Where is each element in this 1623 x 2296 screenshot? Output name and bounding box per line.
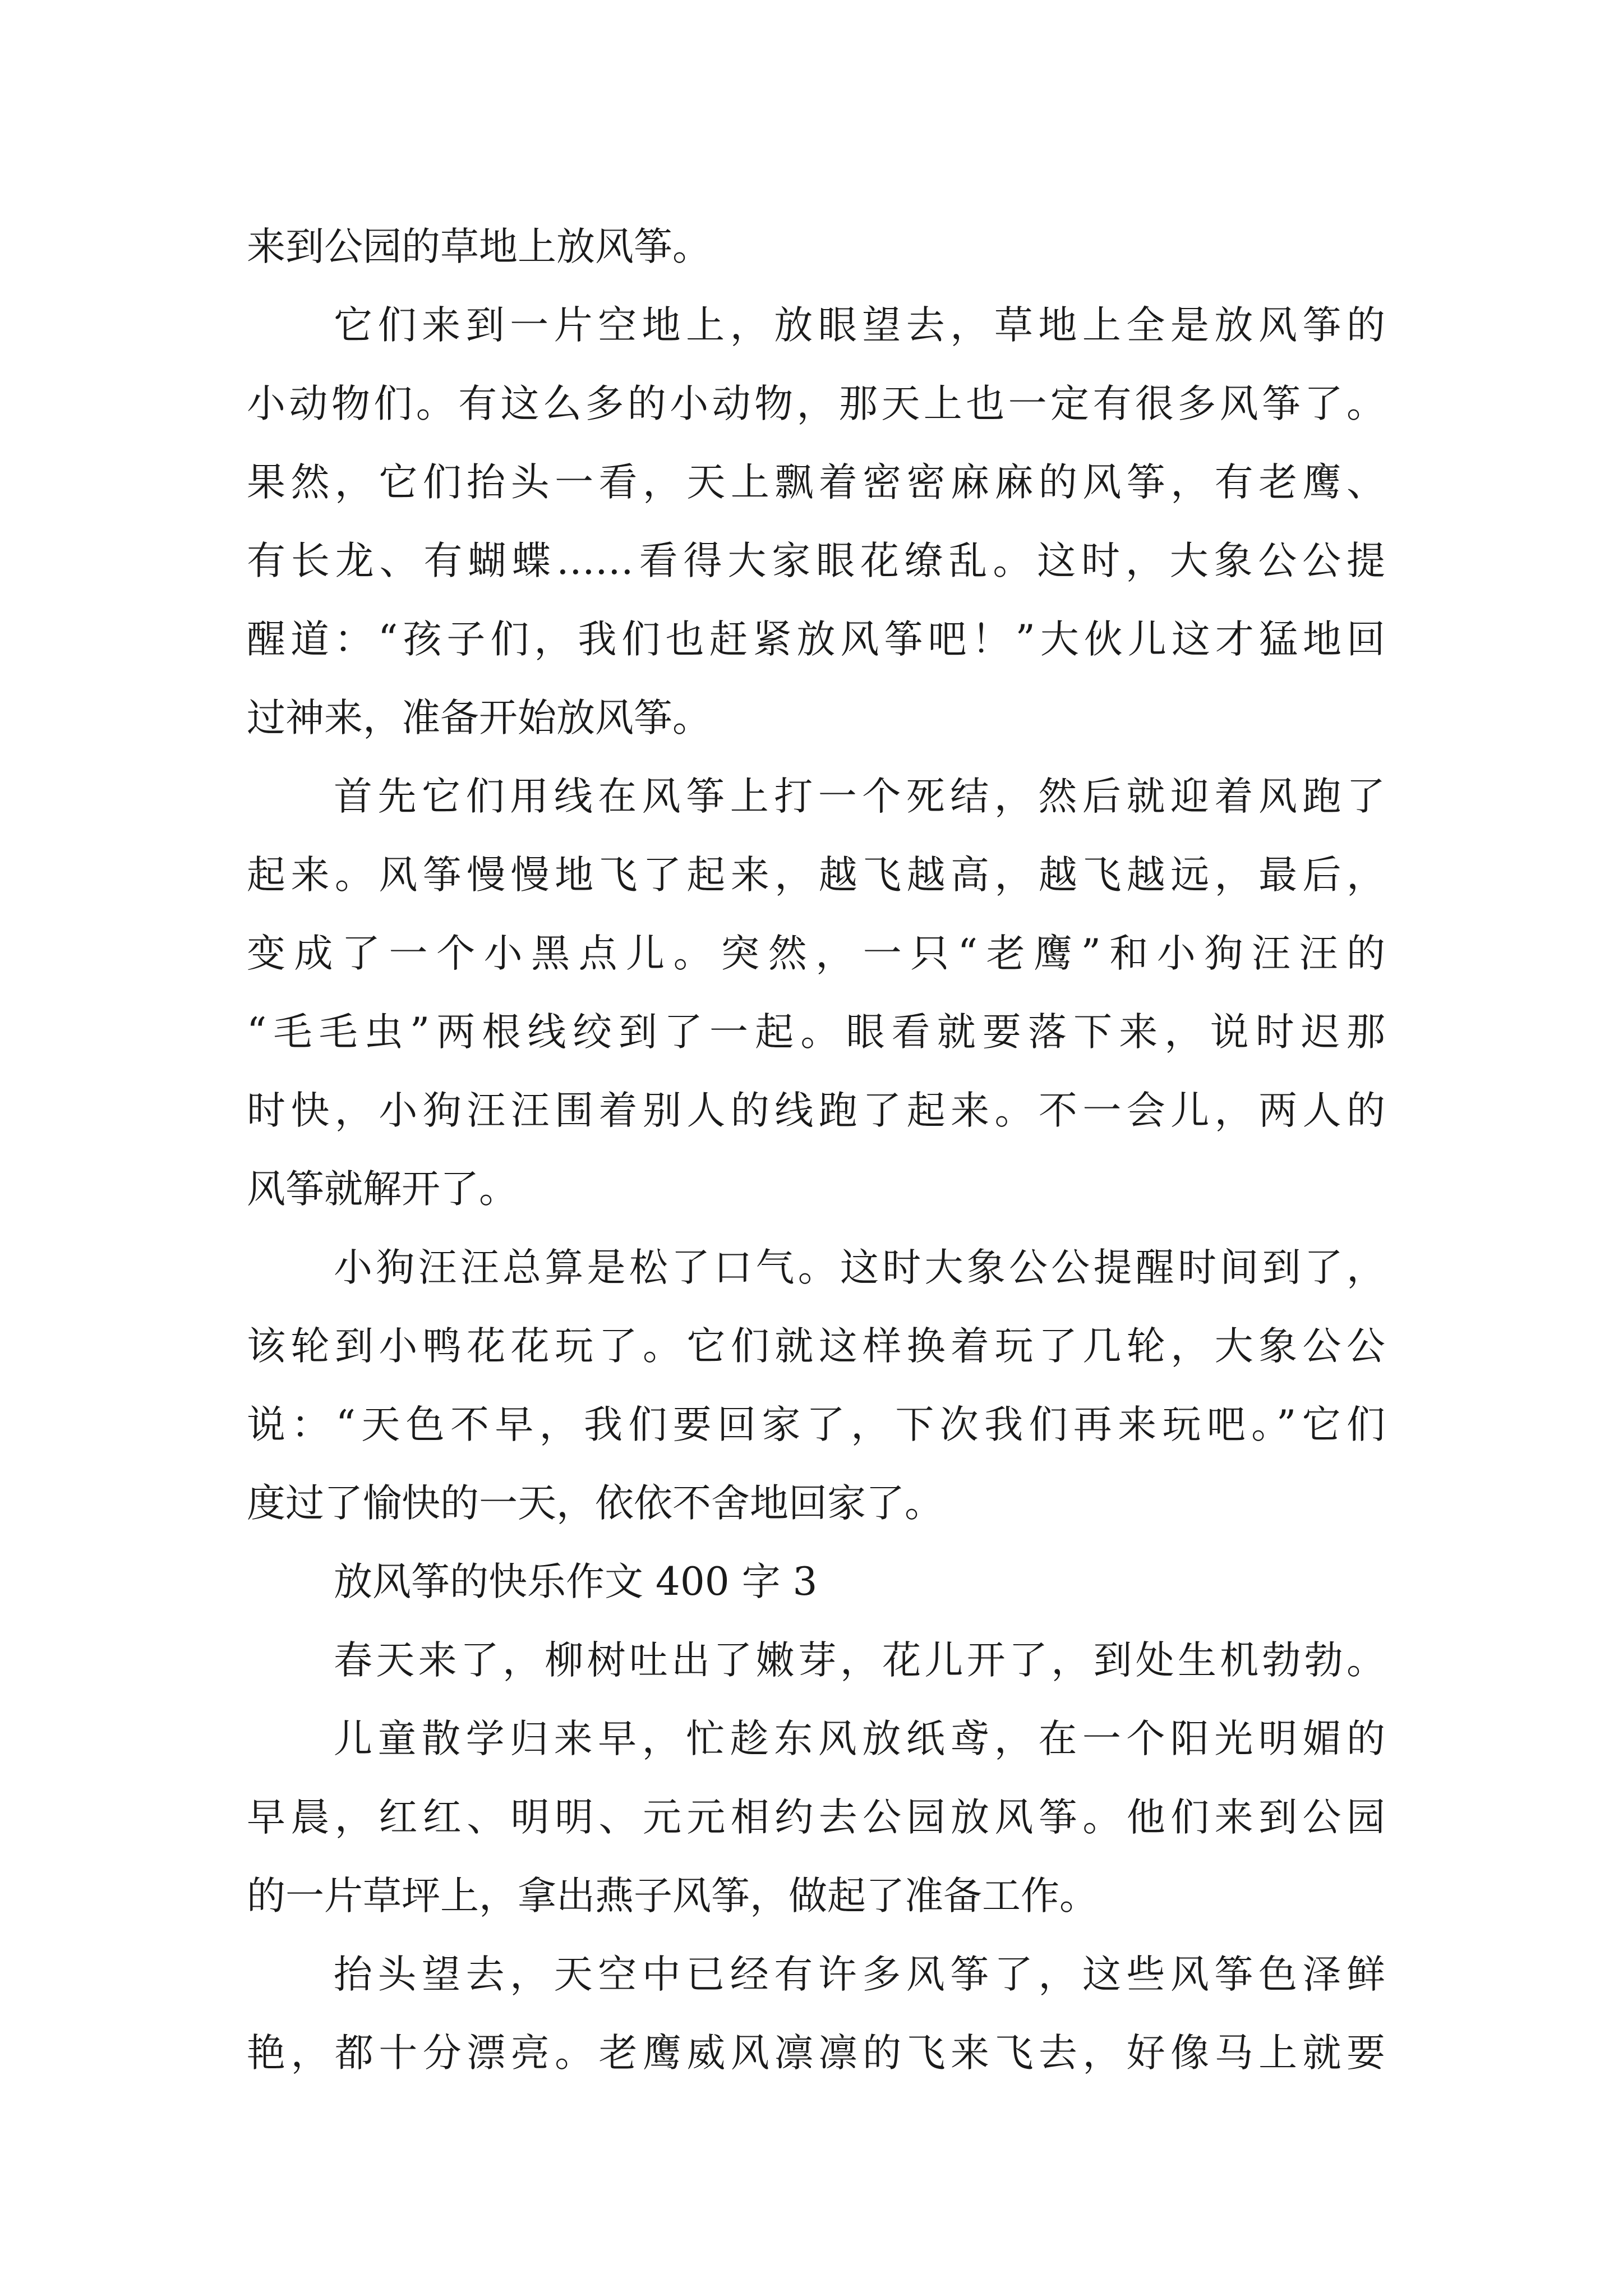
text-line: 小狗汪汪总算是松了口气。这时大象公公提醒时间到了， [334, 1245, 1385, 1290]
text-line: 过神来，准备开始放风筝。 [247, 696, 711, 740]
text-line: 醒道：“孩子们，我们也赶紧放风筝吧！”大伙儿这才猛地回 [247, 617, 1385, 662]
text-line: 时快，小狗汪汪围着别人的线跑了起来。不一会儿，两人的 [247, 1088, 1385, 1133]
text-line: 起来。风筝慢慢地飞了起来，越飞越高，越飞越远，最后， [247, 853, 1385, 898]
text-line: 春天来了，柳树吐出了嫩芽，花儿开了，到处生机勃勃。 [334, 1638, 1385, 1683]
text-line: 果然，它们抬头一看，天上飘着密密麻麻的风筝，有老鹰、 [247, 460, 1385, 505]
text-line: 早晨，红红、明明、元元相约去公园放风筝。他们来到公园 [247, 1795, 1385, 1840]
text-line: 风筝就解开了。 [247, 1167, 518, 1212]
text-line: 变成了一个小黑点儿。突然，一只“老鹰”和小狗汪汪的 [247, 931, 1385, 976]
text-line: 它们来到一片空地上，放眼望去，草地上全是放风筝的 [334, 303, 1385, 348]
text-line: 的一片草坪上，拿出燕子风筝，做起了准备工作。 [247, 1874, 1098, 1918]
text-line: 来到公园的草地上放风筝。 [247, 224, 711, 269]
body-text [247, 208, 1385, 2092]
text-line: 抬头望去，天空中已经有许多风筝了，这些风筝色泽鲜 [334, 1952, 1385, 1997]
text-line: 放风筝的快乐作文 400 字 3 [334, 1559, 818, 1604]
text-line: 说：“天色不早，我们要回家了，下次我们再来玩吧。”它们 [247, 1402, 1385, 1447]
text-line: 有长龙、有蝴蝶……看得大家眼花缭乱。这时，大象公公提 [247, 539, 1385, 583]
text-line: 首先它们用线在风筝上打一个死结，然后就迎着风跑了 [334, 774, 1385, 819]
text-line: 该轮到小鸭花花玩了。它们就这样换着玩了几轮，大象公公 [247, 1324, 1385, 1369]
text-line: 度过了愉快的一天，依依不舍地回家了。 [247, 1481, 943, 1526]
text-line: “毛毛虫”两根线绞到了一起。眼看就要落下来，说时迟那 [247, 1010, 1385, 1055]
text-line: 艳，都十分漂亮。老鹰威风凛凛的飞来飞去，好像马上就要 [247, 2031, 1385, 2076]
text-line: 小动物们。有这么多的小动物，那天上也一定有很多风筝了。 [247, 381, 1385, 426]
text-line: 儿童散学归来早，忙趁东风放纸鸢，在一个阳光明媚的 [334, 1717, 1385, 1761]
